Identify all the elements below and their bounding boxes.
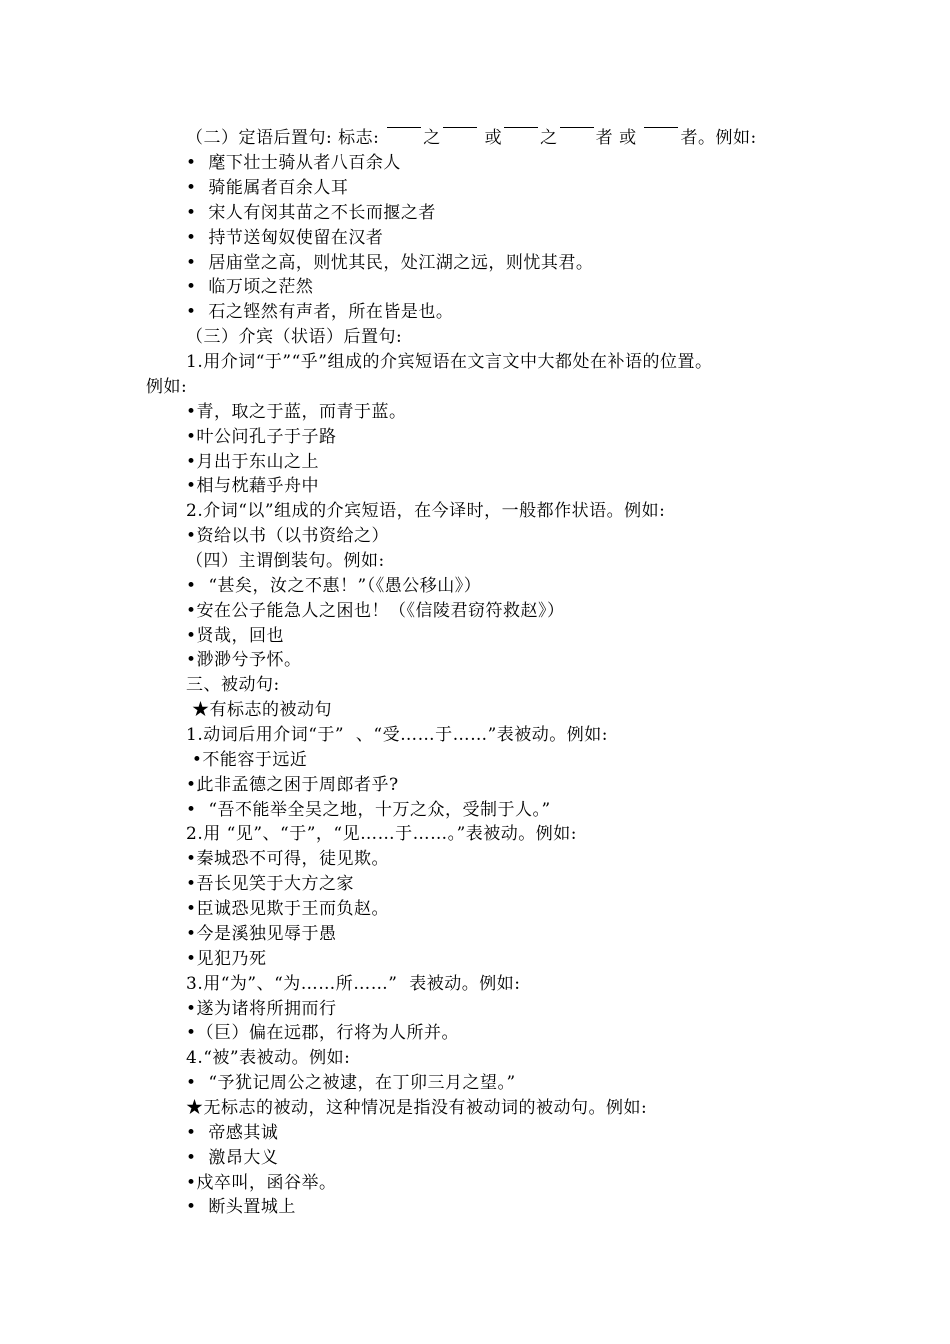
- list-item: •吾长见笑于大方之家: [186, 874, 355, 894]
- list-item: •青，取之于蓝，而青于蓝。: [186, 402, 407, 422]
- list-item: • 临万顷之茫然: [186, 277, 314, 297]
- list-item: •贤哉，回也: [186, 626, 285, 646]
- blank-line: [644, 127, 678, 128]
- list-item: •资给以书（以书资给之）: [186, 526, 390, 546]
- list-item: • 居庙堂之高，则忧其民，处江湖之远，则忧其君。: [186, 253, 594, 273]
- star-marked-passive: ★有标志的被动句: [192, 700, 332, 720]
- marker-zhi-1: 之: [423, 128, 441, 148]
- heading-2-prefix: （二）定语后置句: 标志:: [186, 128, 386, 148]
- heading-passive-sentences: 三、被动句:: [186, 675, 280, 695]
- list-item: •相与枕藉乎舟中: [186, 476, 320, 496]
- list-item: • “予犹记周公之被逮，在丁卯三月之望。”: [186, 1073, 516, 1093]
- heading-prepositional-postposition: （三）介宾（状语）后置句:: [186, 327, 403, 347]
- list-item: •月出于东山之上: [186, 452, 320, 472]
- list-item: •（巨）偏在远郡，行将为人所并。: [186, 1023, 460, 1043]
- marker-zhi-2: 之: [540, 128, 558, 148]
- list-item: •安在公子能急人之困也！（《信陵君窃符救赵》）: [186, 601, 565, 621]
- list-item: •见犯乃死: [186, 949, 267, 969]
- heading-attributive-postposition: [186, 126, 757, 150]
- passive-rule-1: 1.动词后用介词“于” 、“受……于……”表被动。例如:: [186, 725, 609, 745]
- list-item: •秦城恐不可得，徒见欺。: [186, 849, 390, 869]
- blank-line: [560, 127, 594, 128]
- marker-zhe-or: 者 或: [595, 128, 643, 148]
- heading-2-suffix: 者。例如:: [680, 128, 757, 148]
- blank-line: [504, 127, 538, 128]
- list-item: •叶公问孔子于子路: [186, 427, 337, 447]
- list-item: •今是溪独见辱于愚: [186, 924, 337, 944]
- marker-or-1: 或: [478, 128, 503, 148]
- list-item: • 帝感其诚: [186, 1123, 279, 1143]
- list-item: • 骑能属者百余人耳: [186, 178, 349, 198]
- list-item: • 麾下壮士骑从者八百余人: [186, 153, 401, 173]
- list-item: • 断头置城上: [186, 1197, 296, 1217]
- list-item: •不能容于远近: [186, 750, 308, 770]
- list-item: • 石之铿然有声者，所在皆是也。: [186, 302, 454, 322]
- list-item: • “甚矣，汝之不惠！”（《愚公移山》）: [186, 576, 482, 596]
- list-item: • 宋人有闵其苗之不长而揠之者: [186, 203, 436, 223]
- blank-line: [387, 127, 421, 128]
- list-item: • 激昂大义: [186, 1148, 279, 1168]
- list-item: •遂为诸将所拥而行: [186, 999, 337, 1019]
- passive-rule-2: 2.用 “见”、“于”，“见……于……。”表被动。例如:: [186, 824, 577, 844]
- list-item: •渺渺兮予怀。: [186, 650, 302, 670]
- passive-rule-3: 3.用“为”、“为……所……” 表被动。例如:: [186, 974, 521, 994]
- rule-3-2: 2.介词“以”组成的介宾短语，在今译时，一般都作状语。例如:: [186, 501, 666, 521]
- list-item: • 持节送匈奴使留在汉者: [186, 228, 384, 248]
- blank-line: [443, 127, 477, 128]
- rule-3-1-line2: 例如:: [146, 377, 188, 397]
- list-item: •臣诚恐见欺于王而负赵。: [186, 899, 390, 919]
- star-unmarked-passive: ★无标志的被动，这种情况是指没有被动词的被动句。例如:: [186, 1098, 648, 1118]
- list-item: •戍卒叫，函谷举。: [186, 1173, 337, 1193]
- list-item: • “吾不能举全吴之地，十万之众，受制于人。”: [186, 800, 551, 820]
- rule-3-1-line1: 1.用介词“于”“乎”组成的介宾短语在文言文中大都处在补语的位置。: [186, 352, 713, 372]
- heading-subject-predicate-inversion: （四）主谓倒装句。例如:: [186, 551, 385, 571]
- passive-rule-4: 4.“被”表被动。例如:: [186, 1048, 351, 1068]
- list-item: •此非孟德之困于周郎者乎?: [186, 775, 399, 795]
